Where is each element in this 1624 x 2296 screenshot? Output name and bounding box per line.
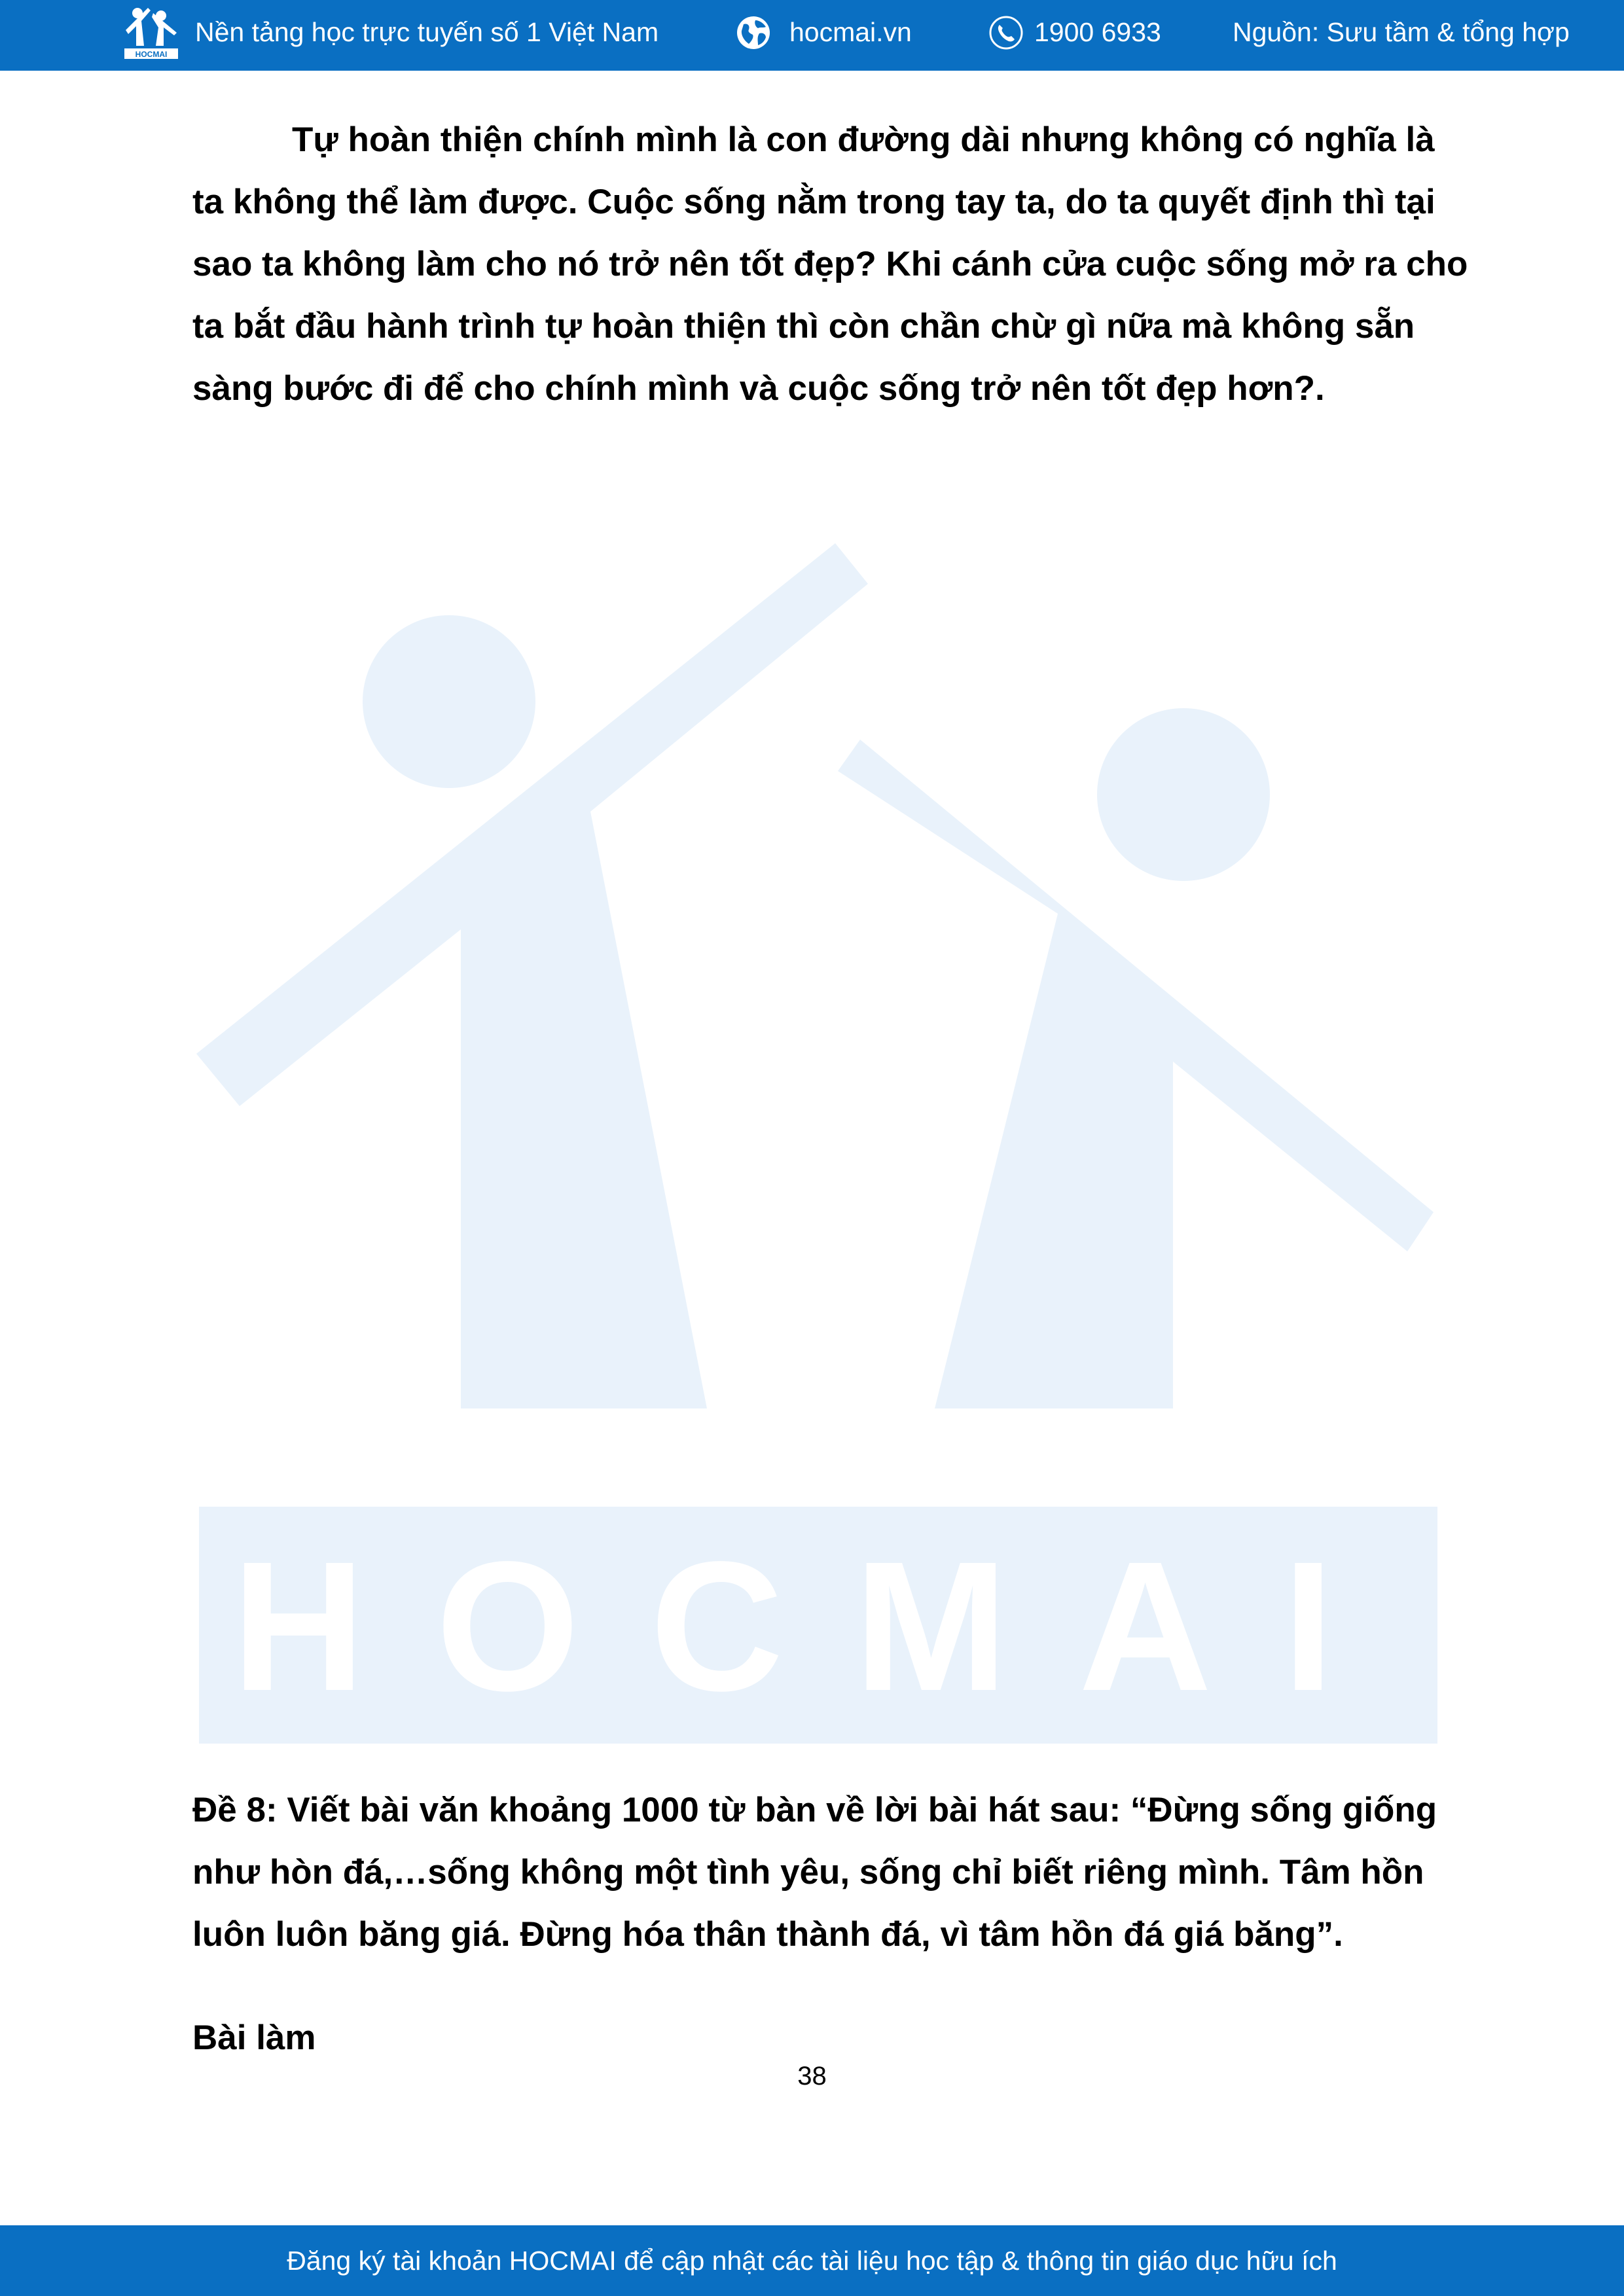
- hocmai-logo[interactable]: [122, 4, 181, 60]
- header-website-link[interactable]: hocmai.vn: [789, 17, 912, 47]
- paragraph-1: Tự hoàn thiện chính mình là con đường dài nhưng không có nghĩa là ta không thể làm được. Cuộc sống nằm trong tay ta, do ta quyết định thì tại sao ta không làm cho nó trở nên tốt đẹp? Khi cánh cửa cuộc sống mở ra cho ta bắt đầu hành trình tự hoàn thiện thì còn chần chừ gì nữa mà không sẵn sàng bước đi để cho chính mình và cuộc sống trở nên tốt đẹp hơn?.: [192, 120, 1468, 408]
- footer-text[interactable]: Đăng ký tài khoản HOCMAI để cập nhật các tài liệu học tập & thông tin giáo dục hữu ích: [287, 2246, 1337, 2276]
- header-tagline: Nền tảng học trực tuyến số 1 Việt Nam: [195, 17, 659, 47]
- hocmai-watermark: [190, 543, 1447, 1748]
- footer-bar: [0, 2225, 1624, 2296]
- bai-lam-heading: Bài làm: [192, 2018, 316, 2057]
- header-bar: [0, 0, 1624, 71]
- watermark-text: HOCMAI: [232, 1523, 1405, 1729]
- header-source: Nguồn: Sưu tầm & tổng hợp: [1233, 17, 1570, 47]
- page-number: 38: [797, 2062, 827, 2090]
- header-phone[interactable]: 1900 6933: [1034, 17, 1161, 47]
- phone-icon: [988, 15, 1024, 50]
- globe-icon: [736, 15, 771, 50]
- logo-text: HOCMAI: [135, 50, 168, 59]
- essay-prompt: Đề 8: Viết bài văn khoảng 1000 từ bàn về lời bài hát sau: “Đừng sống giống như hòn đá,…sống không một tình yêu, sống chỉ biết riêng mình. Tâm hồn luôn luôn băng giá. Đừng hóa thân thành đá, vì tâm hồn đá giá băng”.: [192, 1791, 1437, 1954]
